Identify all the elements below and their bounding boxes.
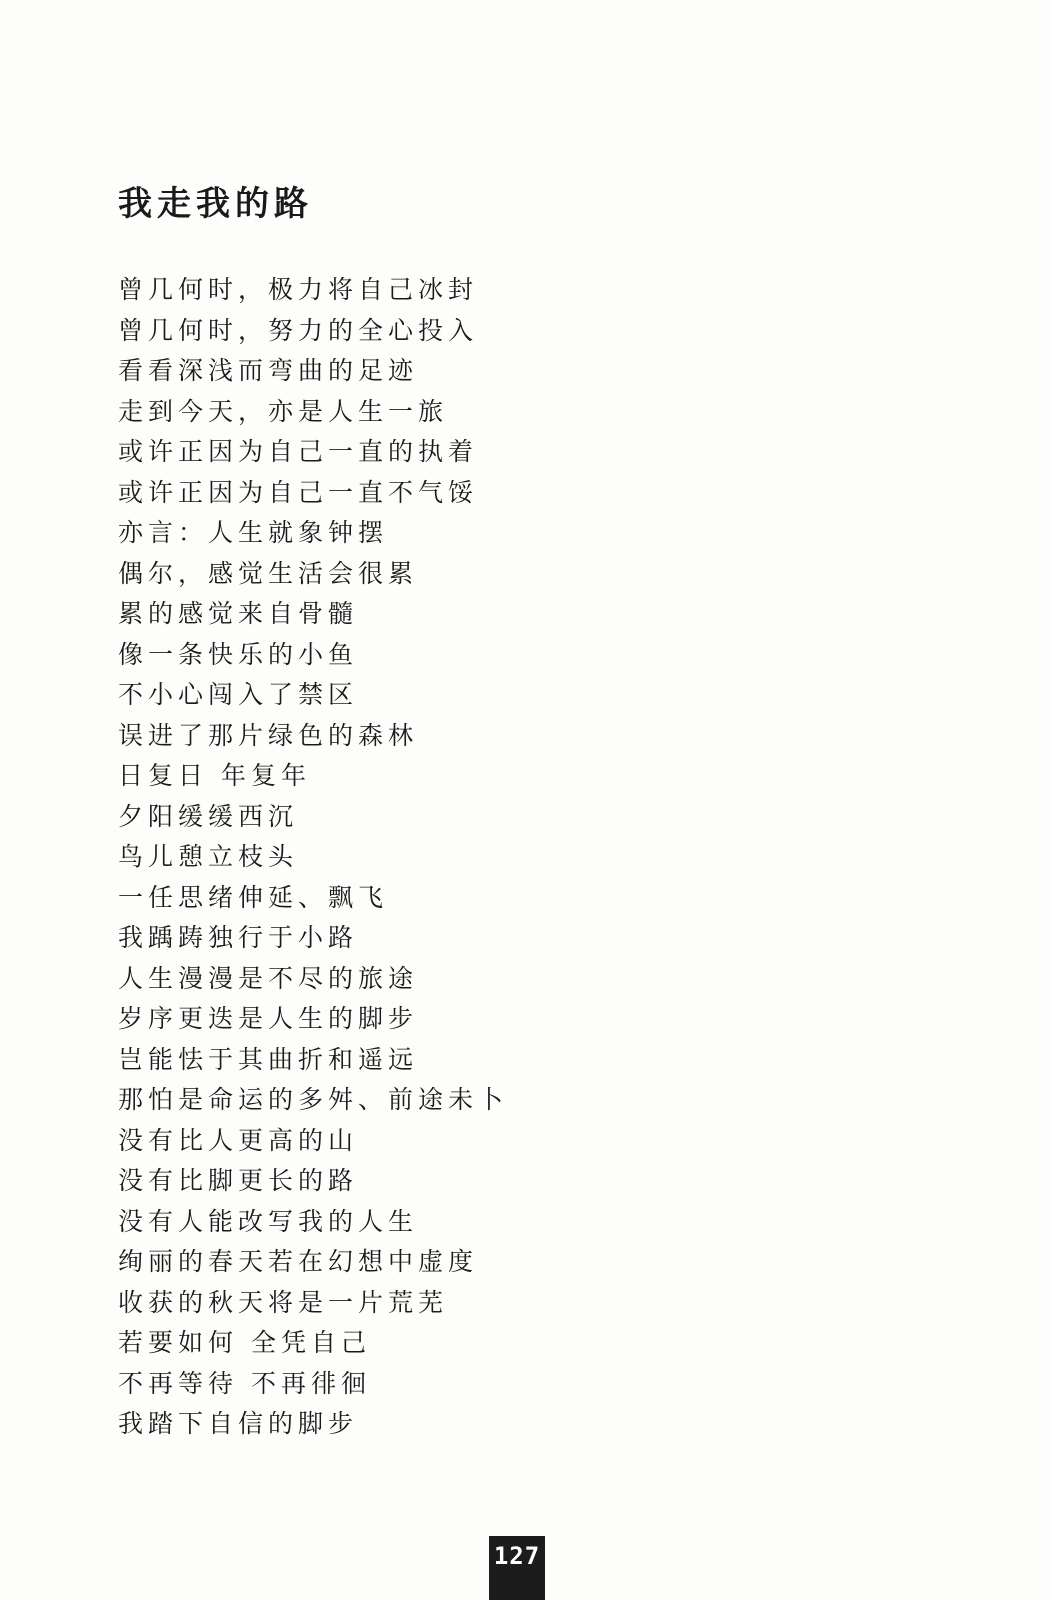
poem-line: 日复日 年复年 <box>118 761 311 790</box>
poem-line: 像一条快乐的小鱼 <box>118 639 359 669</box>
poem-line: 不小心闯入了禁区 <box>118 680 359 709</box>
poem-line: 或许正因为自己一直的执着 <box>118 437 479 466</box>
poem-line: 偶尔，感觉生活会很累 <box>118 558 419 588</box>
poem-line: 曾几何时，极力将自己冰封 <box>118 275 479 304</box>
poem-line: 人生漫漫是不尽的旅途 <box>118 963 419 993</box>
poem-line: 走到今天，亦是人生一旅 <box>118 396 449 426</box>
poem-line: 没有比脚更长的路 <box>118 1166 359 1195</box>
poem-line: 曾几何时，努力的全心投入 <box>118 315 479 345</box>
poem-line: 一任思绪伸延、飘飞 <box>118 882 389 912</box>
poem-line: 或许正因为自己一直不气馁 <box>118 477 479 507</box>
poem-line: 岂能怯于其曲折和遥远 <box>118 1044 419 1074</box>
poem-line: 没有比人更高的山 <box>118 1125 359 1155</box>
poem-line: 那怕是命运的多舛、前途未卜 <box>118 1085 509 1114</box>
poem-title: 我走我的路 <box>118 184 313 224</box>
poem-body <box>118 270 818 1445</box>
poem-line: 我踏下自信的脚步 <box>118 1409 359 1438</box>
poem-line: 累的感觉来自骨髓 <box>118 599 359 628</box>
poem-line: 没有人能改写我的人生 <box>118 1206 419 1236</box>
poem-line: 若要如何 全凭自己 <box>118 1328 371 1357</box>
poem-line: 我踽踌独行于小路 <box>118 923 359 952</box>
poem-line: 夕阳缓缓西沉 <box>118 801 299 831</box>
page-number: 127 <box>489 1536 545 1600</box>
poem-line: 不再等待 不再徘徊 <box>118 1368 371 1398</box>
poem-line: 误进了那片绿色的森林 <box>118 720 419 750</box>
poem-line: 看看深浅而弯曲的足迹 <box>118 356 419 385</box>
poem-line: 绚丽的春天若在幻想中虚度 <box>118 1247 479 1276</box>
poem-line: 岁序更迭是人生的脚步 <box>118 1004 419 1033</box>
poem-line: 鸟儿憩立枝头 <box>118 842 299 871</box>
poem-line: 亦言：人生就象钟摆 <box>118 518 389 547</box>
poem-line: 收获的秋天将是一片荒芜 <box>118 1287 449 1317</box>
